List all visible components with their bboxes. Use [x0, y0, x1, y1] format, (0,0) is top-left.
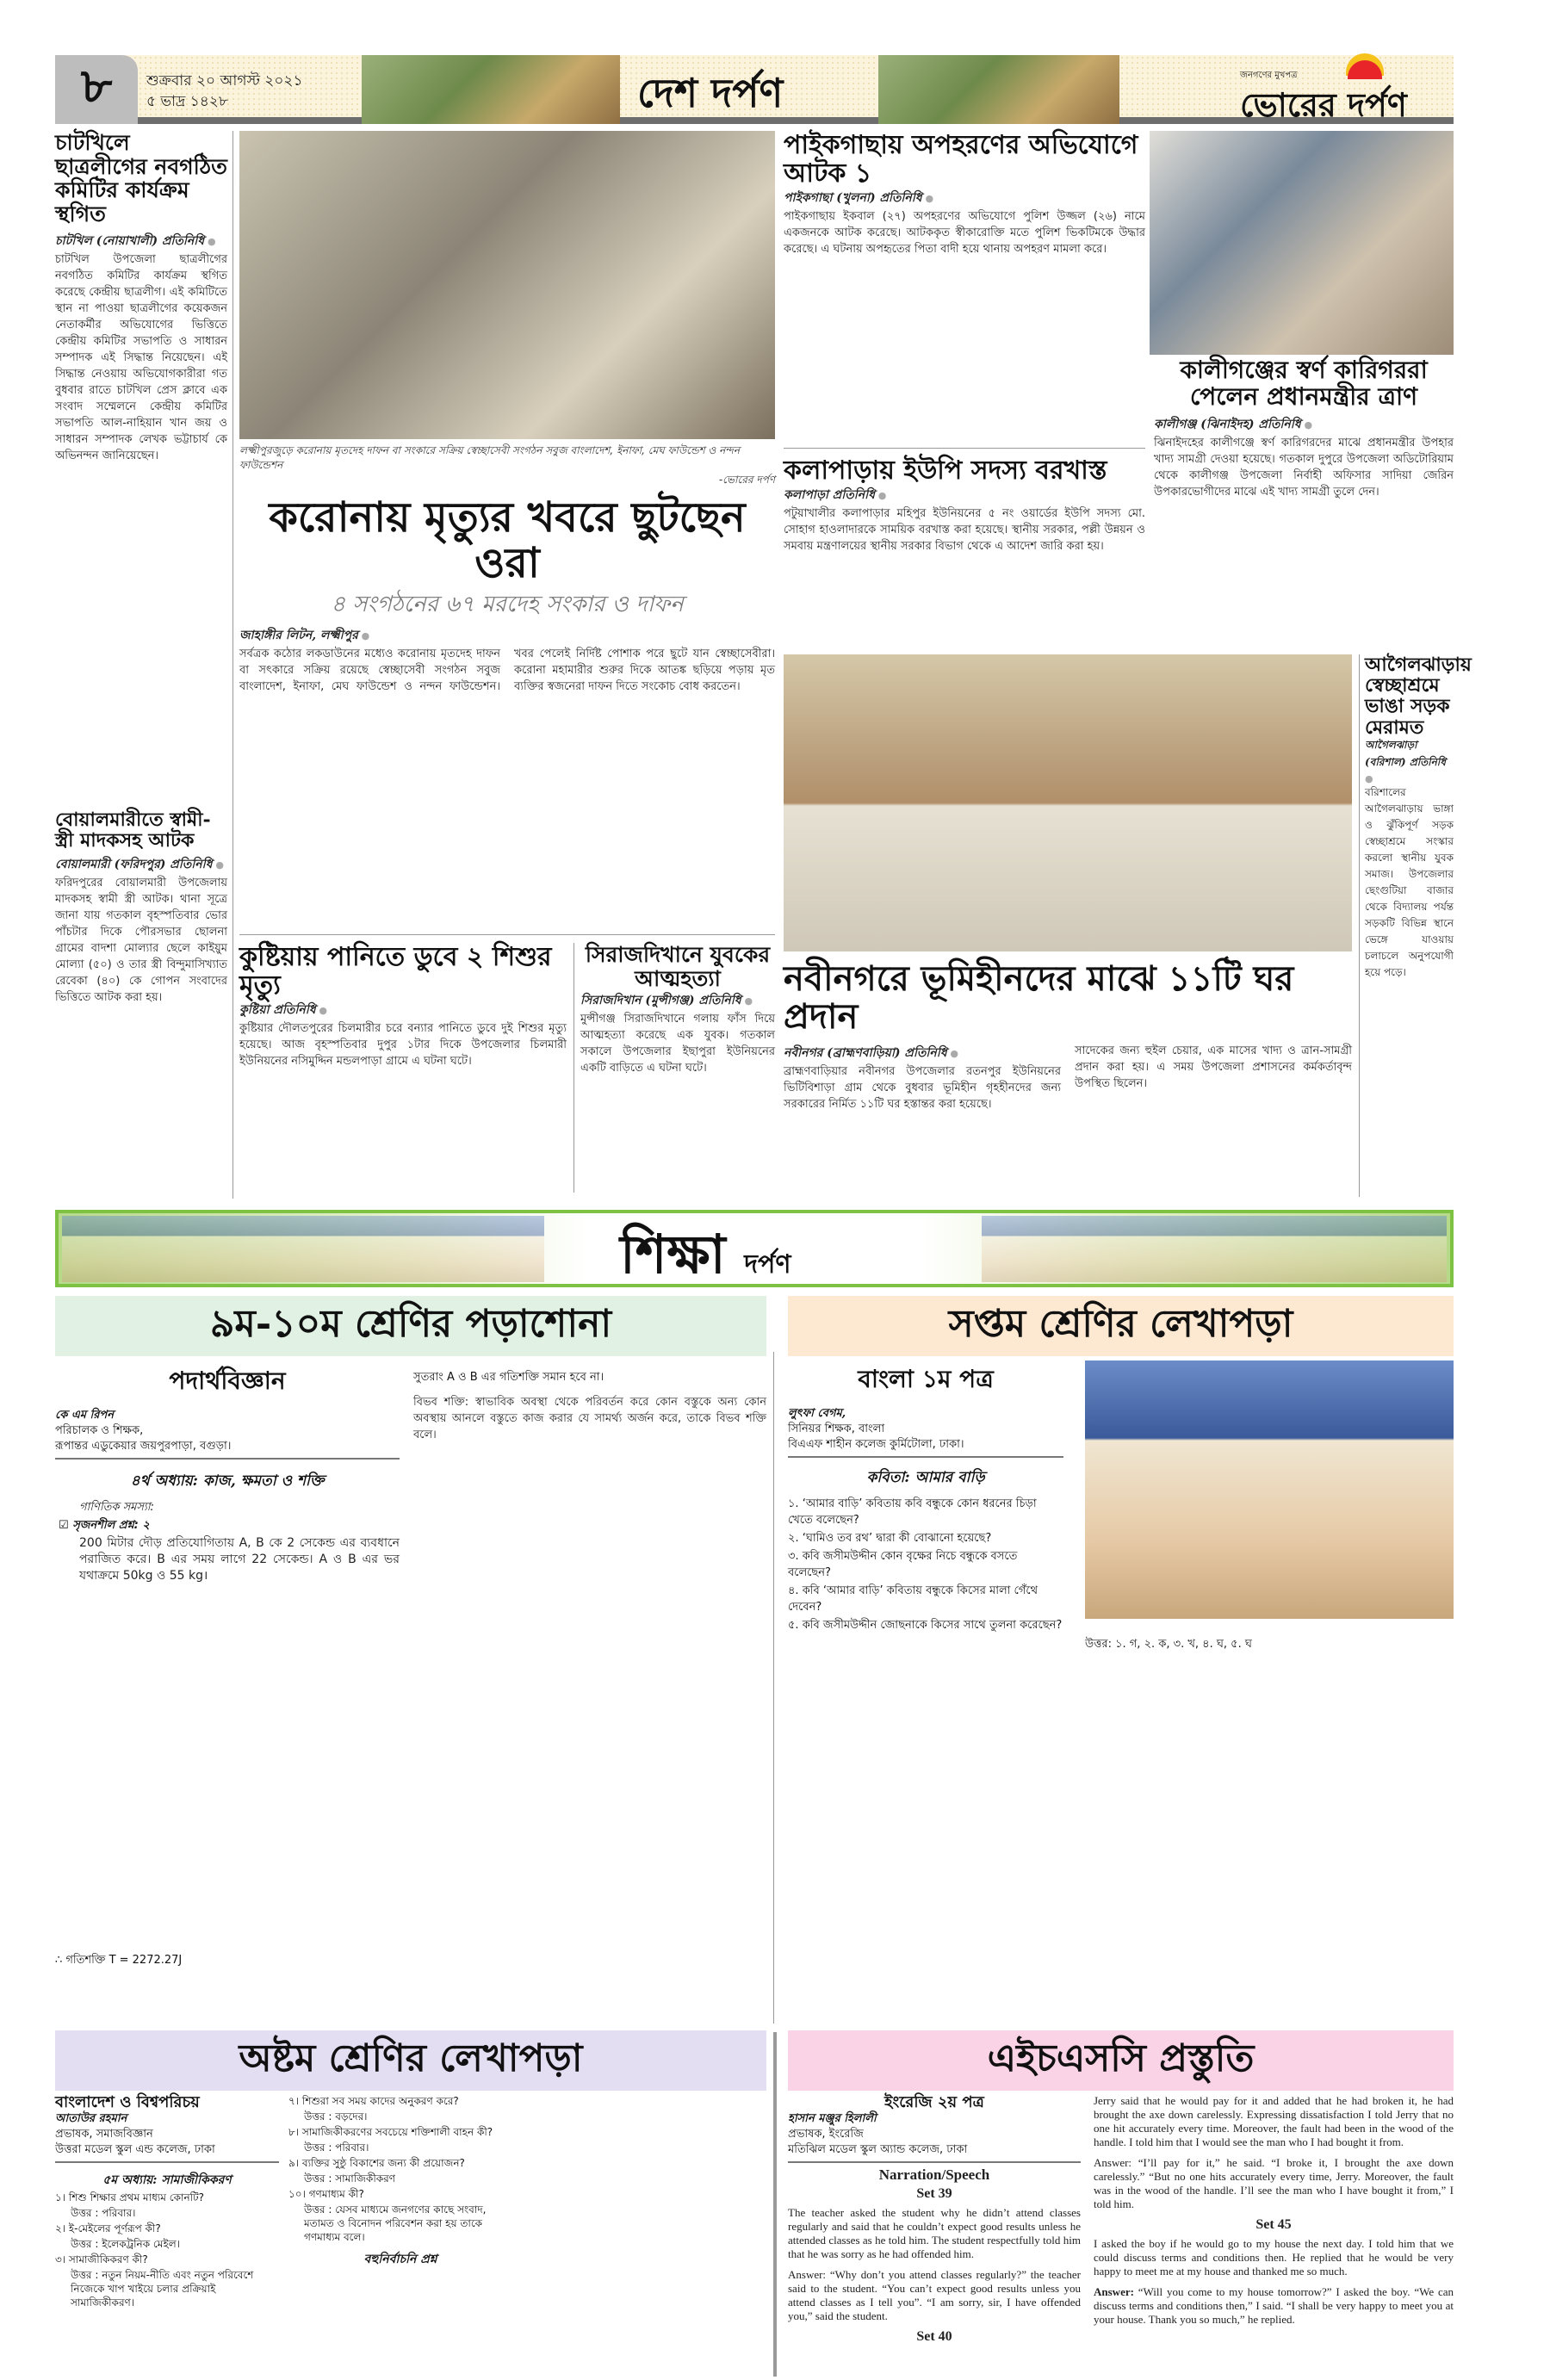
banner-students-photo-right — [982, 1216, 1447, 1282]
headline: আগৈলঝাড়ায় স্বেচ্ছাশ্রমে ভাঙা সড়ক মেরামত — [1365, 654, 1472, 739]
author-block — [788, 2111, 1081, 2163]
question: ১। শিশু শিক্ষার প্রথম মাধ্যম কোনটি? — [55, 2191, 204, 2203]
question-item: ১. ‘আমার বাড়ি’ কবিতায় কবি বন্ধুকে কোন ধরনের চিড়া খেতে বলেছেন? — [788, 1497, 1037, 1527]
corona-headline: করোনায় মৃত্যুর খবরে ছুটছেন ওরা — [269, 493, 746, 587]
set45-title: Set 45 — [1256, 2217, 1292, 2232]
date-gregorian: শুক্রবার ২০ আগস্ট ২০২১ — [146, 72, 303, 90]
story-kaliganj — [1154, 357, 1454, 648]
story-kalapara — [784, 456, 1145, 648]
author-name: হাসান মঞ্জুর হিলালী — [788, 2111, 877, 2125]
corona-subheadline: ৪ সংগঠনের ৬৭ মরদেহ সংকার ও দাফন — [331, 591, 684, 617]
headline: কলাপাড়ায় ইউপি সদস্য বরখাস্ত — [784, 456, 1107, 486]
photo-credit: -ভোরের দর্পণ — [718, 474, 775, 486]
set39-question: The teacher asked the student why he didn’t attend classes regularly and said that he couldn’t expect good results unless he attended classes as he told him. The student respectfully told him that he was sorry as he had offended him. — [788, 2205, 1081, 2260]
hsc-band: এইচএসসি প্রস্তুতি — [788, 2030, 1454, 2091]
column-divider — [1359, 654, 1360, 1197]
class8-middle-column — [288, 2094, 512, 2270]
author-org: মতিঝিল মডেল স্কুল অ্যান্ড কলেজ, ঢাকা — [788, 2142, 968, 2156]
question: ২। ই-মেইলের পূর্ণরূপ কী? — [55, 2222, 161, 2234]
class9-left-column — [55, 1362, 400, 1970]
answer-text: ∴ গতিশক্তি T = 2272.27J — [55, 1954, 183, 1967]
story-corona — [239, 495, 775, 930]
byline: কুষ্টিয়া প্রতিনিধি ● — [239, 1000, 567, 1020]
set45-answer-block — [1094, 2285, 1454, 2327]
story-sirajdikhan — [580, 943, 775, 1175]
author-name: আতাউর রহমান — [55, 2111, 127, 2125]
teacher-illustration — [1085, 1360, 1454, 1619]
story-nabinagar-columns — [784, 1043, 1352, 1193]
qa-item — [288, 2125, 512, 2154]
qa-list — [288, 2094, 512, 2244]
author-role: প্রভাষক, সমাজবিজ্ঞান — [55, 2127, 153, 2141]
set40-answer: Answer: “I’ll pay for it,” he said. “I broke it, I brought the axe down carelessly.” “But no one hits accurately every time, Jerry. Moreover, the fault was in the wood of the handle. I’ll see the man who I have bought it from,” I told him. — [1094, 2156, 1454, 2210]
masthead-photo-right — [878, 55, 1119, 124]
hsc-right-column — [1094, 2094, 1454, 2334]
story-body: কুষ্টিয়ার দৌলতপুরের চিলমারীর চরে বন্যার পানিতে ডুবে দুই শিশুর মৃত্যু হয়েছে। আজ বৃহস্পতিবার দুপুর ১টার দিকে উপজেলার চিলমারী ইউনিয়নের নসিমুদ্দিন মন্ডলপাড়া গ্রামে এ ঘটনা ঘটে। — [239, 1022, 567, 1068]
class7-band: সপ্তম শ্রেণির লেখাপড়া — [788, 1296, 1454, 1356]
author-org: উত্তরা মডেল স্কুল এন্ড কলেজ, ঢাকা — [55, 2142, 215, 2156]
question-label: সৃজনশীল প্রশ্ন: ২ — [72, 1519, 150, 1532]
set39-title: Set 39 — [916, 2185, 952, 2201]
chapter-title: ৫ম অধ্যায়: সামাজীকিকরণ — [102, 2172, 232, 2187]
subject-title: ইংরেজি ২য় পত্র — [884, 2093, 984, 2111]
corona-photo — [239, 131, 775, 439]
section-label: গাণিতিক সমস্যা: — [79, 1501, 154, 1514]
qa-item — [288, 2156, 512, 2185]
question-item: ২. ‘ঘামিও তব রথ’ দ্বারা কী বোঝানো হয়েছে? — [788, 1532, 992, 1545]
chapter-title: কবিতা: আমার বাড়ি — [866, 1469, 985, 1486]
question: ৯। ব্যক্তির সুষ্ঠু বিকাশের জন্য কী প্রয়োজন? — [288, 2157, 465, 2169]
question-item: ৪. কবি ‘আমার বাড়ি’ কবিতায় বন্ধুকে কিসের মালা গেঁথে দেবেন? — [788, 1584, 1038, 1614]
answer: উত্তর : ইলেকট্রনিক মেইল। — [71, 2237, 180, 2250]
column-divider — [773, 1352, 774, 2024]
problem-text: 200 মিটার দৌড় প্রতিযোগিতায় A, B কে 2 সেকেন্ড এর ব্যবধানে পরাজিত করে। B এর সময় লাগে 22 সেকেন্ড। A ও B এর ভর যথাক্রমে 50kg ও 55 kg। — [79, 1536, 400, 1583]
set40-title: Set 40 — [916, 2328, 952, 2344]
column-divider — [232, 131, 233, 1199]
issue-date — [146, 71, 303, 112]
author-role: সিনিয়র শিক্ষক, বাংলা — [788, 1422, 885, 1435]
headline: চাটখিলে ছাত্রলীগের নবগঠিত কমিটির কার্যক্রম স্থগিত — [55, 130, 227, 226]
headline: বোয়ালমারীতে স্বামী-স্ত্রী মাদকসহ আটক — [55, 809, 211, 852]
answer-label: Answer: — [1094, 2285, 1134, 2298]
author-block — [788, 1406, 1063, 1458]
set39-answer: Answer: “Why don’t you attend classes regularly?” the teacher said to the student. “You can’t expect good results unless you attend classes as I tell you”. “I am sorry, sir, I have offended you,” said the student. — [788, 2267, 1081, 2322]
answer: উত্তর : সামাজিকীকরণ — [304, 2172, 396, 2185]
qa-item — [55, 2222, 279, 2251]
qa-item — [55, 2191, 279, 2220]
question: ৭। শিশুরা সব সময় কাদের অনুকরণ করে? — [288, 2095, 459, 2107]
hsc-content — [788, 2168, 1081, 2344]
date-bangla: ৫ ভাদ্র ১৪২৮ — [146, 93, 228, 110]
answer: উত্তর : নতুন নিয়ম-নীতি এবং নতুন পরিবেশে নিজেকে খাপ খাইয়ে চলার প্রক্রিয়াই সামাজিকীকরণ। — [71, 2268, 254, 2309]
banner-students-photo-left — [62, 1216, 544, 1282]
headline: কুষ্টিয়ায় পানিতে ডুবে ২ শিশুর মৃত্যু — [239, 942, 552, 1001]
brand-tagline: জনগণের মুখপত্র — [1240, 71, 1298, 80]
intro-text: সুতরাং A ও B এর গতিশক্তি সমান হবে না। — [413, 1371, 604, 1384]
qa-item — [55, 2253, 279, 2309]
answer: উত্তর : পরিবার। — [71, 2206, 136, 2219]
author-name: লুৎফা বেগম, — [788, 1407, 846, 1420]
story-body: সর্বত্রক কঠোর লকডাউনের মধ্যেও করোনায় মৃতদেহ দাফন বা সৎকারে সক্রিয় রয়েছে স্বেচ্ছাসেবী সংগঠন সবুজ বাংলাদেশ, ইনাফা, মেঘ ফাউন্ডেশ ও নন্দন ফাউন্ডেশন। খবর পেলেই নির্দিষ্ট পোশাক পরে ছুটে যান স্বেচ্ছাসেবীরা। করোনা মহামারীর শুরুর দিকে আতঙ্ক ছড়িয়ে পড়ায় মৃত ব্যক্তির স্বজনেরা দাফন দিতে সংকোচ বোধ করতেন। — [239, 647, 775, 693]
story-agailjhara — [1365, 654, 1472, 1197]
story-paikgachha — [784, 131, 1145, 443]
story-nabinagar — [784, 960, 1352, 1201]
headline: কালীগঞ্জের স্বর্ণ কারিগররা পেলেন প্রধানমন্ত্রীর ত্রাণ — [1180, 356, 1428, 411]
nabinagar-photo — [784, 654, 1352, 951]
nabinagar-headline: নবীনগরে ভূমিহীনদের মাঝে ১১টি ঘর প্রদান — [784, 958, 1294, 1037]
potential-energy-text: বিভব শক্তি: স্বাভাবিক অবস্থা থেকে পরিবর্তন করে কোন বস্তুকে অন্য কোন অবস্থায় আনলে বস্তুতে কাজ করার যে সামর্থ্য অর্জন করে, তাকে বিভব শক্তি বলে। — [413, 1396, 766, 1441]
story-kushtia — [239, 943, 567, 1184]
set40-question: Jerry said that he would pay for it and added that he had broken it, he had brought the axe down carelessly. Expressing dissatisfaction I told Jerry that no one hit accurately every time. Moreover, the fault had been in the wood of the handle. I told him that I would see the man who I had bought it from. — [1094, 2094, 1454, 2148]
story-body: পটুয়াখালীর কলাপাড়ার মহিপুর ইউনিয়নের ৫ নং ওয়ার্ডের ইউপি সদস্য মো. সোহাগ হাওলাদারকে সাময়িক বরখাস্ত করা হয়েছে। স্থানীয় সরকার, পল্লী উন্নয়ন ও সমবায় মন্ত্রণালয়ের স্থানীয় সরকার বিভাগ থেকে এ আদেশ জারি করা হয়। — [784, 507, 1145, 553]
class8-left-column — [55, 2094, 279, 2311]
answer: উত্তর : বড়দের। — [304, 2110, 368, 2123]
corona-photo-caption — [239, 443, 775, 487]
brand-logo — [1240, 69, 1407, 135]
story-body: মুন্সীগঞ্জ সিরাজদিখানে গলায় ফাঁস দিয়ে আত্মহত্যা করেছে এক যুবক। গতকাল সকালে উপজেলার ইছাপুরা ইউনিয়নের একটি বাড়িতে এ ঘটনা ঘটে। — [580, 1013, 775, 1075]
answer-key: উত্তর: ১. গ, ২. ক, ৩. খ, ৪. ঘ, ৫. ঘ — [1085, 1638, 1252, 1651]
subject-title: বাংলাদেশ ও বিশ্বপরিচয় — [55, 2093, 200, 2111]
story-body-continued: সাদেকের জন্য হুইল চেয়ার, এক মাসের খাদ্য ও ত্রান-সামগ্রী প্রদান করা হয়। এ সময় উপজেলা প্রশাসনের কর্মকর্তাবৃন্দ উপস্থিত ছিলেন। — [1075, 1044, 1352, 1090]
class9-band: ৯ম-১০ম শ্রেণির পড়াশোনা — [55, 1296, 766, 1356]
byline: কলাপাড়া প্রতিনিধি ● — [784, 485, 1145, 505]
set45-answer: “Will you come to my house tomorrow?” I asked the boy. “We can discuss terms and conditions then,” I said. “I shall be very happy to meet you at your house. Thank you so much,” he replied. — [1094, 2285, 1454, 2326]
byline: নবীনগর (ব্রাহ্মণবাড়িয়া) প্রতিনিধি ● — [784, 1043, 1061, 1063]
question-list — [788, 1496, 1063, 1633]
page-number: ৮ — [55, 55, 138, 124]
byline: আগৈলঝাড়া (বরিশাল) প্রতিনিধি ● — [1365, 738, 1454, 784]
answer: উত্তর : যেসব মাধ্যমে জনগণের কাছে সংবাদ, মতামত ও বিনোদন পরিবেশন করা হয় তাকে গণমাধ্যম বলে। — [304, 2203, 487, 2243]
class8-band: অষ্টম শ্রেণির লেখাপড়া — [55, 2030, 766, 2091]
question: ১০। গণমাধ্যম কী? — [288, 2188, 364, 2200]
story-body: ঝিনাইদহের কালীগঞ্জে স্বর্ণ কারিগরদের মাঝে প্রধানমন্ত্রীর উপহার খাদ্য সামগ্রী দেওয়া হয়েছে। গতকাল দুপুরে উপজেলা অডিটোরিয়াম থেকে কালীগঞ্জ উপজেলা নির্বাহী অফিসার সাদিয়া জেরিন উপকারভোগীদের মাঝে এই খাদ্য সামগ্রী তুলে দেন। — [1154, 436, 1454, 499]
education-banner-title — [620, 1214, 791, 1303]
story-body: বরিশালের আগৈলঝাড়ায় ভাঙ্গা ও ঝুঁকিপূর্ণ সড়ক স্বেচ্ছাশ্রমে সংস্কার করলো স্থানীয় যুবক সমাজ। উপজেলার ছেংগুটিয়া বাজার থেকে বিদ্যালয় পর্যন্ত সড়কটি বিভিন্ন স্থানে ভেঙ্গে যাওয়ায় চলাচলে অনুপযোগী হয়ে পড়ে। — [1365, 785, 1454, 978]
author-org: বিএএফ শাহীন কলেজ কুর্মিটোলা, ঢাকা। — [788, 1438, 964, 1451]
chapter-title: ৪র্থ অধ্যায়: কাজ, ক্ষমতা ও শক্তি — [130, 1472, 325, 1490]
byline: জাহাঙ্গীর লিটন, লক্ষ্মীপুর ● — [239, 625, 775, 646]
question: ৮। সামাজিকীকরণের সবচেয়ে শক্তিশালী বাহন কী? — [288, 2126, 493, 2138]
headline: সিরাজদিখানে যুবকের আত্মহত্যা — [585, 942, 771, 991]
hsc-left-column — [788, 2094, 1081, 2349]
mcq-heading: বহুনির্বাচনি প্রশ্ন — [363, 2253, 437, 2266]
qa-list — [55, 2191, 279, 2309]
answer: উত্তর : পরিবার। — [304, 2141, 369, 2154]
section-title: দেশ দর্পণ — [637, 70, 784, 116]
class9-right-column — [413, 1369, 766, 1997]
caption-text: লক্ষ্মীপুরজুড়ে করোনায় মৃতদেহ দাফন বা সংকারে সক্রিয় স্বেচ্ছাসেবী সংগঠন সবুজ বাংলাদেশ, ইনাফা, মেঘ ফাউন্ডেশ ও নন্দন ফাউন্ডেশন — [239, 444, 741, 471]
banner-title: শিক্ষা — [620, 1223, 726, 1286]
byline: পাইকগাছা (খুলনা) প্রতিনিধি ● — [784, 188, 1145, 208]
checkbox-icon: ☑ — [59, 1519, 73, 1532]
brand-name: ভোরের দর্পণ — [1240, 85, 1407, 124]
story-body: পাইকগাছায় ইকবাল (২৭) অপহরণের অভিযোগে পুলিশ উজ্জল (২৬) নামে একজনকে আটক করেছে। আটককৃত স্বীকারোক্তি মতে পুলিশ ভিকটিমকে উদ্ধার করেছে। এ ঘটনায় অপহৃতের পিতা বাদী হয়ে থানায় অপহরণ মামলা করে। — [784, 210, 1145, 256]
qa-item — [288, 2187, 512, 2244]
story-body: ফরিদপুরের বোয়ালমারী উপজেলায় মাদকসহ স্বামী স্ত্রী আটক। থানা সূত্রে জানা যায় গতকাল বৃহস্পতিবার ভোর পাঁচটার দিকে পৌরসভার ছোলনা গ্রামের বাদশা মোল্যার ছেলে কাইয়ুম মোল্যা (৫০) ও তার স্ত্রী বিন্দুমাসিখ্যাত রেবেকা (৪০) কে গোপন সংবাদের ভিত্তিতে আটক করা হয়। — [55, 877, 227, 1005]
subject-title: পদার্থবিজ্ঞান — [169, 1367, 286, 1395]
qa-item — [288, 2094, 512, 2123]
author-role: প্রভাষক, ইংরেজি — [788, 2127, 864, 2141]
kaliganj-photo — [1150, 131, 1454, 355]
question-item: ৫. কবি জসীমউদ্দীন জোছনাকে কিসের সাথে তুলনা করেছেন? — [788, 1619, 1063, 1632]
story-body: চাটখিল উপজেলা ছাত্রলীগের নবগঠিত কমিটির কার্যক্রম স্থগিত করেছে কেন্দ্রীয় ছাত্রলীগ। এই কমিটিতে স্থান না পাওয়া ছাত্রলীগের কয়েকজন নেতাকর্মীর অভিযোগের ভিত্তিতে কেন্দ্রীয় কমিটির সভাপতি ও সাধারন সম্পাদক এই সিদ্ধান্ত নিয়েছেন। এই সিদ্ধান্ত নেওয়ায় অভিযোগকারীরা গত বুধবার রাতে চাটখিল প্রেস ক্লাবে এক সংবাদ সম্মেলনে কেন্দ্রীয় কমিটির সভাপতি আল-নাহিয়ান খান জয় ও সাধারন সম্পাদক লেখক ভট্টাচার্য কে অভিনন্দন জানিয়েছেন। — [55, 253, 227, 462]
divider — [784, 448, 1145, 449]
author-role: পরিচালক ও শিক্ষক, — [55, 1424, 144, 1437]
author-block — [55, 2111, 279, 2163]
author-org: রূপান্তর এডুকেয়ার জয়পুরপাড়া, বগুড়া। — [55, 1440, 232, 1453]
byline: সিরাজদিখান (মুন্সীগঞ্জ) প্রতিনিধি ● — [580, 990, 775, 1011]
subject-title: বাংলা ১ম পত্র — [858, 1365, 994, 1393]
topic-title: Narration/Speech — [878, 2166, 990, 2183]
column-divider — [773, 2032, 777, 2377]
story-chatkhil — [55, 131, 227, 734]
story-boalmari — [55, 809, 227, 1202]
byline: কালীগঞ্জ (ঝিনাইদহ) প্রতিনিধি ● — [1154, 414, 1454, 435]
divider — [239, 934, 775, 935]
author-name: কে এম রিপন — [55, 1409, 114, 1422]
headline: পাইকগাছায় অপহরণের অভিযোগে আটক ১ — [784, 130, 1138, 189]
question-item: ৩. কবি জসীমউদ্দীন কোন বৃক্ষের নিচে বন্ধুকে বসতে বলেছেন? — [788, 1550, 1018, 1579]
set45-question: I asked the boy if he would go to my house the next day. I told him that we could discuss terms and conditions then. He replied that he would be very happy to meet me at my house and thanked me so much. — [1094, 2237, 1454, 2278]
question: ৩। সামাজীকিকরণ কী? — [55, 2253, 148, 2265]
byline: চাটখিল (নোয়াখালী) প্রতিনিধি ● — [55, 231, 227, 251]
masthead-photo-left — [362, 55, 620, 124]
story-body: ব্রাহ্মণবাড়িয়ার নবীনগর উপজেলার রতনপুর ইউনিয়নের ভিটিবিশাড়া গ্রাম থেকে বুধবার ভূমিহীন গৃহহীনদের জন্য সরকারের নির্মিত ১১টি ঘর হস্তান্তর করা হয়েছে। — [784, 1065, 1061, 1111]
byline: বোয়ালমারী (ফরিদপুর) প্রতিনিধি ● — [55, 854, 227, 875]
banner-subtitle: দর্পণ — [744, 1249, 791, 1280]
author-block — [55, 1408, 400, 1460]
class7-left-column — [788, 1360, 1063, 1635]
